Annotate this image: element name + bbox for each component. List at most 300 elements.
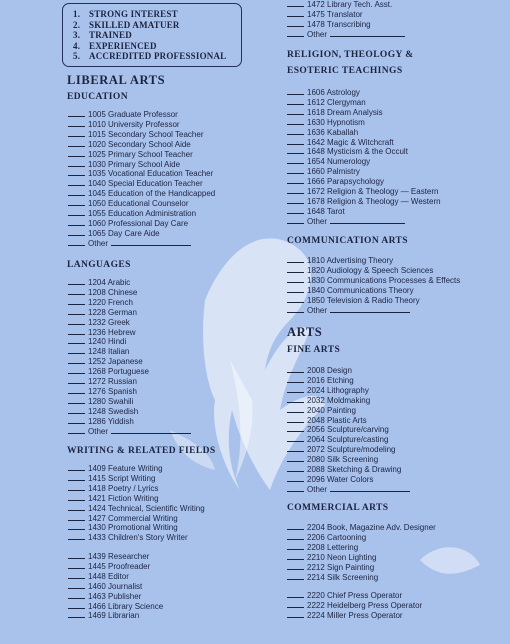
- list-item-label: 2024 Lithography: [307, 385, 369, 395]
- list-item-label: 1010 University Professor: [88, 119, 180, 129]
- rating-blank[interactable]: [287, 607, 304, 608]
- legend-label: SKILLED AMATUER: [89, 19, 180, 30]
- list-item: [68, 120, 180, 130]
- rating-blank[interactable]: [287, 213, 304, 214]
- list-item: [68, 562, 150, 572]
- religion-heading-line1: RELIGION, THEOLOGY &: [287, 50, 414, 60]
- list-item-label: 1015 Secondary School Teacher: [88, 129, 204, 139]
- rating-blank[interactable]: [68, 245, 85, 246]
- list-item-label: 1050 Educational Counselor: [88, 199, 189, 209]
- list-item-label: 2072 Sculpture/modeling: [307, 445, 396, 455]
- list-item: [68, 189, 215, 199]
- list-item: [287, 455, 378, 465]
- rating-blank[interactable]: [68, 568, 85, 569]
- rating-blank[interactable]: [68, 373, 85, 374]
- list-item: [287, 533, 366, 543]
- list-item: [287, 256, 393, 266]
- list-item-label: 2088 Sketching & Drawing: [307, 465, 402, 474]
- rating-blank[interactable]: [68, 284, 85, 285]
- rating-blank[interactable]: [287, 491, 304, 492]
- list-item: [68, 514, 178, 524]
- rating-blank[interactable]: [68, 116, 85, 117]
- rating-blank[interactable]: [68, 136, 85, 137]
- list-item: [287, 435, 388, 445]
- legend-number: 3.: [73, 30, 81, 40]
- rating-blank[interactable]: [287, 617, 304, 618]
- list-item-label: 1612 Clergyman: [307, 97, 366, 107]
- other-write-in-line[interactable]: [111, 433, 191, 434]
- legend-item: [73, 51, 226, 61]
- rating-blank[interactable]: [68, 500, 85, 501]
- list-item: [287, 108, 383, 118]
- list-item-label: Other: [307, 305, 328, 315]
- rating-blank[interactable]: [287, 451, 304, 452]
- list-item-label: 2048 Plastic Arts: [307, 415, 367, 425]
- list-item: [68, 387, 137, 397]
- rating-blank[interactable]: [68, 403, 85, 404]
- list-item: [287, 128, 358, 138]
- list-item-label: 2210 Neon Lighting: [307, 552, 377, 562]
- list-item: [68, 582, 142, 592]
- rating-blank[interactable]: [287, 431, 304, 432]
- list-item-label: 1060 Professional Day Care: [88, 218, 189, 228]
- list-item-label: 1810 Advertising Theory: [307, 256, 394, 265]
- list-item: [68, 397, 133, 407]
- list-item: [68, 464, 163, 474]
- list-item-label: 1648 Tarot: [307, 206, 345, 216]
- list-item: [287, 30, 405, 40]
- rating-blank[interactable]: [68, 617, 85, 618]
- list-item: [287, 416, 367, 426]
- list-item-label: Other: [307, 29, 328, 39]
- list-item: [68, 199, 189, 209]
- rating-legend: [62, 3, 242, 67]
- list-item-label: 1820 Audiology & Speech Sciences: [307, 265, 434, 275]
- rating-blank[interactable]: [68, 598, 85, 599]
- legend-item: [73, 20, 180, 30]
- list-item: [68, 288, 137, 298]
- legend-label: TRAINED: [89, 30, 132, 40]
- list-item: [287, 118, 365, 128]
- rating-blank[interactable]: [68, 235, 85, 236]
- list-item-label: 1415 Script Writing: [88, 473, 156, 483]
- rating-blank[interactable]: [68, 413, 85, 414]
- rating-blank[interactable]: [68, 225, 85, 226]
- rating-blank[interactable]: [287, 193, 304, 194]
- rating-blank[interactable]: [68, 205, 85, 206]
- list-item-label: 1228 German: [88, 307, 137, 317]
- legend-item: [73, 9, 178, 19]
- rating-blank[interactable]: [287, 422, 304, 423]
- rating-blank[interactable]: [287, 579, 304, 580]
- rating-blank[interactable]: [287, 173, 304, 174]
- rating-blank[interactable]: [287, 223, 304, 224]
- rating-blank[interactable]: [68, 304, 85, 305]
- rating-blank[interactable]: [287, 292, 304, 293]
- other-write-in-line[interactable]: [330, 36, 405, 37]
- list-item-label: 2214 Silk Screening: [307, 572, 379, 582]
- rating-blank[interactable]: [68, 539, 85, 540]
- list-item: [68, 318, 130, 328]
- rating-blank[interactable]: [287, 302, 304, 303]
- list-item: [287, 366, 352, 376]
- list-item: [68, 150, 193, 160]
- list-item-label: 1678 Religion & Theology — Western: [307, 196, 441, 206]
- list-item: [287, 286, 414, 296]
- list-item-label: 2204 Book, Magazine Adv. Designer: [307, 523, 436, 532]
- list-item-label: 2222 Heidelberg Press Operator: [307, 600, 423, 610]
- list-item: [287, 553, 376, 563]
- rating-blank[interactable]: [287, 549, 304, 550]
- list-item: [68, 427, 191, 437]
- list-item-label: 2096 Water Colors: [307, 474, 374, 484]
- rating-blank[interactable]: [287, 372, 304, 373]
- list-item: [287, 306, 410, 316]
- list-item: [68, 357, 143, 367]
- list-item: [68, 611, 139, 621]
- rating-blank[interactable]: [68, 578, 85, 579]
- legend-item: [73, 30, 132, 40]
- list-item-label: 1005 Graduate Professor: [88, 110, 178, 119]
- list-item-label: 1248 Italian: [88, 347, 130, 357]
- list-item-label: 2080 Silk Screening: [307, 455, 379, 465]
- list-item: [287, 10, 363, 20]
- list-item: [287, 601, 422, 611]
- list-item-label: 2212 Sign Painting: [307, 562, 375, 572]
- list-item-label: 1427 Commercial Writing: [88, 513, 178, 523]
- rating-blank[interactable]: [287, 262, 304, 263]
- list-item-label: 1430 Promotional Writing: [88, 523, 178, 533]
- rating-blank[interactable]: [68, 588, 85, 589]
- list-item-label: 1252 Japanese: [88, 357, 143, 367]
- rating-blank[interactable]: [287, 312, 304, 313]
- list-item: [68, 504, 205, 514]
- list-item: [68, 169, 213, 179]
- list-item: [287, 217, 405, 227]
- list-item: [287, 376, 354, 386]
- other-write-in-line[interactable]: [111, 245, 191, 246]
- other-write-in-line[interactable]: [330, 312, 410, 313]
- list-item-label: 1460 Journalist: [88, 581, 143, 591]
- list-item-label: 1272 Russian: [88, 377, 137, 386]
- list-item-label: 1660 Palmistry: [307, 167, 360, 177]
- rating-blank[interactable]: [68, 480, 85, 481]
- list-item: [287, 167, 360, 177]
- list-item: [287, 98, 366, 108]
- commercial-arts-heading: COMMERCIAL ARTS: [287, 503, 389, 513]
- list-item-label: 1448 Editor: [88, 571, 129, 581]
- rating-blank[interactable]: [287, 282, 304, 283]
- list-item-label: 1220 French: [88, 297, 133, 307]
- list-item-label: 1045 Education of the Handicapped: [88, 189, 216, 199]
- rating-blank[interactable]: [68, 175, 85, 176]
- list-item: [68, 308, 137, 318]
- legend-number: 1.: [73, 9, 81, 19]
- rating-blank[interactable]: [287, 114, 304, 115]
- rating-blank[interactable]: [68, 510, 85, 511]
- list-item: [287, 276, 460, 286]
- list-item: [68, 298, 133, 308]
- list-item: [68, 592, 141, 602]
- list-item: [68, 110, 178, 120]
- writing-heading: WRITING & RELATED FIELDS: [67, 446, 216, 456]
- list-item: [68, 209, 196, 219]
- list-item: [287, 445, 396, 455]
- rating-blank[interactable]: [287, 183, 304, 184]
- rating-blank[interactable]: [68, 156, 85, 157]
- rating-blank[interactable]: [68, 294, 85, 295]
- list-item: [68, 552, 149, 562]
- rating-blank[interactable]: [287, 529, 304, 530]
- list-item-label: 1830 Communications Processes & Effects: [307, 275, 461, 285]
- list-item: [287, 177, 384, 187]
- rating-blank[interactable]: [68, 363, 85, 364]
- rating-blank[interactable]: [287, 382, 304, 383]
- list-item-label: 2040 Painting: [307, 405, 356, 415]
- legend-label: ACCREDITED PROFESSIONAL: [89, 51, 227, 61]
- languages-heading: LANGUAGES: [67, 260, 131, 270]
- rating-blank[interactable]: [287, 26, 304, 27]
- list-item-label: 1475 Translator: [307, 9, 363, 19]
- rating-blank[interactable]: [68, 423, 85, 424]
- list-item-label: 1648 Mysticism & the Occult: [307, 147, 408, 157]
- rating-blank[interactable]: [68, 520, 85, 521]
- list-item: [287, 396, 370, 406]
- list-item-label: 1280 Swahili: [88, 396, 134, 406]
- list-item: [68, 523, 178, 533]
- list-item: [68, 367, 149, 377]
- list-item-label: 1469 Librarian: [88, 611, 140, 621]
- list-item-label: 2208 Lettering: [307, 542, 359, 552]
- rating-blank[interactable]: [68, 393, 85, 394]
- list-item-label: 2016 Etching: [307, 375, 354, 385]
- list-item-label: 1636 Kaballah: [307, 127, 359, 137]
- list-item: [287, 591, 402, 601]
- list-item: [287, 523, 436, 533]
- list-item: [287, 425, 389, 435]
- list-item-label: 1630 Hypnotism: [307, 117, 365, 127]
- rating-blank[interactable]: [68, 334, 85, 335]
- list-item-label: 1642 Magic & Witchcraft: [307, 137, 394, 147]
- list-item-label: Other: [307, 484, 328, 494]
- legend-number: 5.: [73, 51, 81, 61]
- list-item-label: 1055 Education Administration: [88, 209, 197, 218]
- rating-blank[interactable]: [287, 481, 304, 482]
- rating-blank[interactable]: [287, 471, 304, 472]
- list-item-label: 1248 Swedish: [88, 406, 139, 416]
- list-item-label: 1433 Children's Story Writer: [88, 533, 188, 543]
- list-item-label: 1439 Researcher: [88, 552, 150, 561]
- rating-blank[interactable]: [287, 6, 304, 7]
- rating-blank[interactable]: [287, 124, 304, 125]
- communication-heading: COMMUNICATION ARTS: [287, 236, 408, 246]
- list-item: [287, 543, 358, 553]
- list-item: [68, 484, 158, 494]
- list-item: [68, 417, 134, 427]
- list-item: [68, 407, 138, 417]
- list-item-label: 1208 Chinese: [88, 287, 138, 297]
- rating-blank[interactable]: [287, 94, 304, 95]
- list-item-label: 1286 Yiddish: [88, 416, 134, 426]
- list-item-label: 2206 Cartooning: [307, 532, 367, 542]
- rating-blank[interactable]: [287, 203, 304, 204]
- rating-blank[interactable]: [68, 608, 85, 609]
- list-item: [287, 406, 356, 416]
- list-item-label: 1672 Religion & Theology — Eastern: [307, 187, 439, 196]
- list-item: [287, 187, 439, 197]
- list-item: [68, 533, 188, 543]
- list-item: [287, 475, 373, 485]
- list-item: [68, 229, 160, 239]
- list-item: [287, 147, 408, 157]
- rating-blank[interactable]: [68, 185, 85, 186]
- list-item-label: 1268 Portuguese: [88, 367, 149, 377]
- list-item-label: 1421 Fiction Writing: [88, 493, 159, 503]
- list-item-label: Other: [88, 238, 109, 248]
- list-item-label: 1236 Hebrew: [88, 327, 136, 337]
- list-item: [68, 494, 159, 504]
- rating-blank[interactable]: [68, 470, 85, 471]
- rating-blank[interactable]: [68, 146, 85, 147]
- list-item-label: 1840 Communications Theory: [307, 285, 414, 295]
- list-item: [287, 207, 345, 217]
- list-item-label: 1204 Arabic: [88, 278, 131, 287]
- legend-number: 2.: [73, 19, 81, 30]
- list-item-label: 2056 Sculpture/carving: [307, 425, 389, 435]
- rating-blank[interactable]: [287, 134, 304, 135]
- list-item: [68, 328, 136, 338]
- rating-blank[interactable]: [68, 383, 85, 384]
- list-item-label: 1850 Television & Radio Theory: [307, 295, 420, 305]
- list-item: [287, 563, 374, 573]
- list-item-label: 1276 Spanish: [88, 386, 137, 396]
- list-item: [68, 219, 188, 229]
- rating-blank[interactable]: [287, 461, 304, 462]
- list-item: [287, 20, 371, 30]
- other-write-in-line[interactable]: [330, 491, 410, 492]
- rating-blank[interactable]: [68, 558, 85, 559]
- list-item-label: 1240 Hindi: [88, 337, 127, 347]
- rating-blank[interactable]: [287, 402, 304, 403]
- list-item: [68, 239, 191, 249]
- legend-item: [73, 41, 157, 51]
- rating-blank[interactable]: [287, 597, 304, 598]
- list-item-label: 2032 Moldmaking: [307, 395, 371, 405]
- rating-blank[interactable]: [68, 490, 85, 491]
- rating-blank[interactable]: [287, 392, 304, 393]
- rating-blank[interactable]: [287, 272, 304, 273]
- legend-label: EXPERIENCED: [89, 40, 157, 51]
- list-item-label: 1424 Technical, Scientific Writing: [88, 503, 205, 513]
- list-item-label: 1020 Secondary School Aide: [88, 139, 191, 149]
- list-item: [68, 602, 163, 612]
- list-item-label: 1409 Feature Writing: [88, 464, 163, 473]
- list-item-label: 2064 Sculpture/casting: [307, 435, 389, 445]
- rating-blank[interactable]: [68, 433, 85, 434]
- list-item: [287, 138, 394, 148]
- list-item: [68, 572, 129, 582]
- list-item-label: 1618 Dream Analysis: [307, 107, 383, 117]
- rating-blank[interactable]: [68, 215, 85, 216]
- legend-label: STRONG INTEREST: [89, 9, 178, 19]
- rating-blank[interactable]: [68, 195, 85, 196]
- list-item: [287, 611, 403, 621]
- rating-blank[interactable]: [287, 539, 304, 540]
- rating-blank[interactable]: [287, 412, 304, 413]
- rating-blank[interactable]: [68, 166, 85, 167]
- list-item-label: 1035 Vocational Education Teacher: [88, 169, 214, 179]
- liberal-arts-heading: LIBERAL ARTS: [67, 73, 166, 87]
- rating-blank[interactable]: [68, 126, 85, 127]
- list-item-label: 1606 Astrology: [307, 88, 360, 97]
- rating-blank[interactable]: [68, 353, 85, 354]
- list-item: [287, 386, 369, 396]
- list-item: [287, 296, 420, 306]
- legend-number: 4.: [73, 40, 81, 51]
- list-item-label: 1472 Library Tech. Asst.: [307, 0, 393, 9]
- list-item-label: 2008 Design: [307, 366, 352, 375]
- list-item-label: 1666 Parapsychology: [307, 177, 384, 187]
- list-item: [287, 266, 433, 276]
- list-item: [68, 179, 203, 189]
- list-item-label: 1466 Library Science: [88, 601, 164, 611]
- rating-blank[interactable]: [287, 441, 304, 442]
- list-item-label: 2224 Miller Press Operator: [307, 610, 403, 620]
- rating-blank[interactable]: [287, 153, 304, 154]
- rating-blank[interactable]: [287, 36, 304, 37]
- list-item-label: 1478 Transcribing: [307, 19, 371, 29]
- list-item-label: 1445 Proofreader: [88, 561, 151, 571]
- list-item-label: 1030 Primary School Aide: [88, 159, 181, 169]
- list-item: [68, 377, 137, 387]
- list-item-label: 1654 Numerology: [307, 157, 371, 167]
- rating-blank[interactable]: [287, 163, 304, 164]
- list-item: [68, 140, 191, 150]
- list-item: [287, 573, 378, 583]
- list-item: [68, 160, 180, 170]
- rating-blank[interactable]: [287, 144, 304, 145]
- education-heading: EDUCATION: [67, 92, 128, 102]
- rating-blank[interactable]: [68, 324, 85, 325]
- fine-arts-heading: FINE ARTS: [287, 345, 341, 355]
- list-item-label: 1025 Primary School Teacher: [88, 149, 193, 159]
- rating-blank[interactable]: [68, 529, 85, 530]
- list-item: [287, 88, 360, 98]
- rating-blank[interactable]: [287, 559, 304, 560]
- list-item: [287, 197, 441, 207]
- list-item-label: Other: [88, 426, 109, 436]
- list-item: [287, 485, 410, 495]
- list-item: [68, 337, 126, 347]
- list-item: [287, 0, 392, 10]
- rating-blank[interactable]: [68, 343, 85, 344]
- list-item-label: 1463 Publisher: [88, 591, 142, 601]
- religion-heading-line2: ESOTERIC TEACHINGS: [287, 66, 403, 76]
- list-item-label: 1232 Greek: [88, 317, 130, 327]
- list-item-label: 1065 Day Care Aide: [88, 228, 160, 238]
- list-item: [68, 474, 155, 484]
- other-write-in-line[interactable]: [330, 223, 405, 224]
- list-item-label: 1040 Special Education Teacher: [88, 179, 203, 189]
- rating-blank[interactable]: [287, 104, 304, 105]
- list-item-label: 1418 Poetry / Lyrics: [88, 483, 159, 493]
- rating-blank[interactable]: [68, 314, 85, 315]
- arts-heading: ARTS: [287, 325, 323, 339]
- list-item-label: 2220 Chief Press Operator: [307, 591, 403, 600]
- list-item: [287, 157, 370, 167]
- rating-blank[interactable]: [287, 569, 304, 570]
- rating-blank[interactable]: [287, 16, 304, 17]
